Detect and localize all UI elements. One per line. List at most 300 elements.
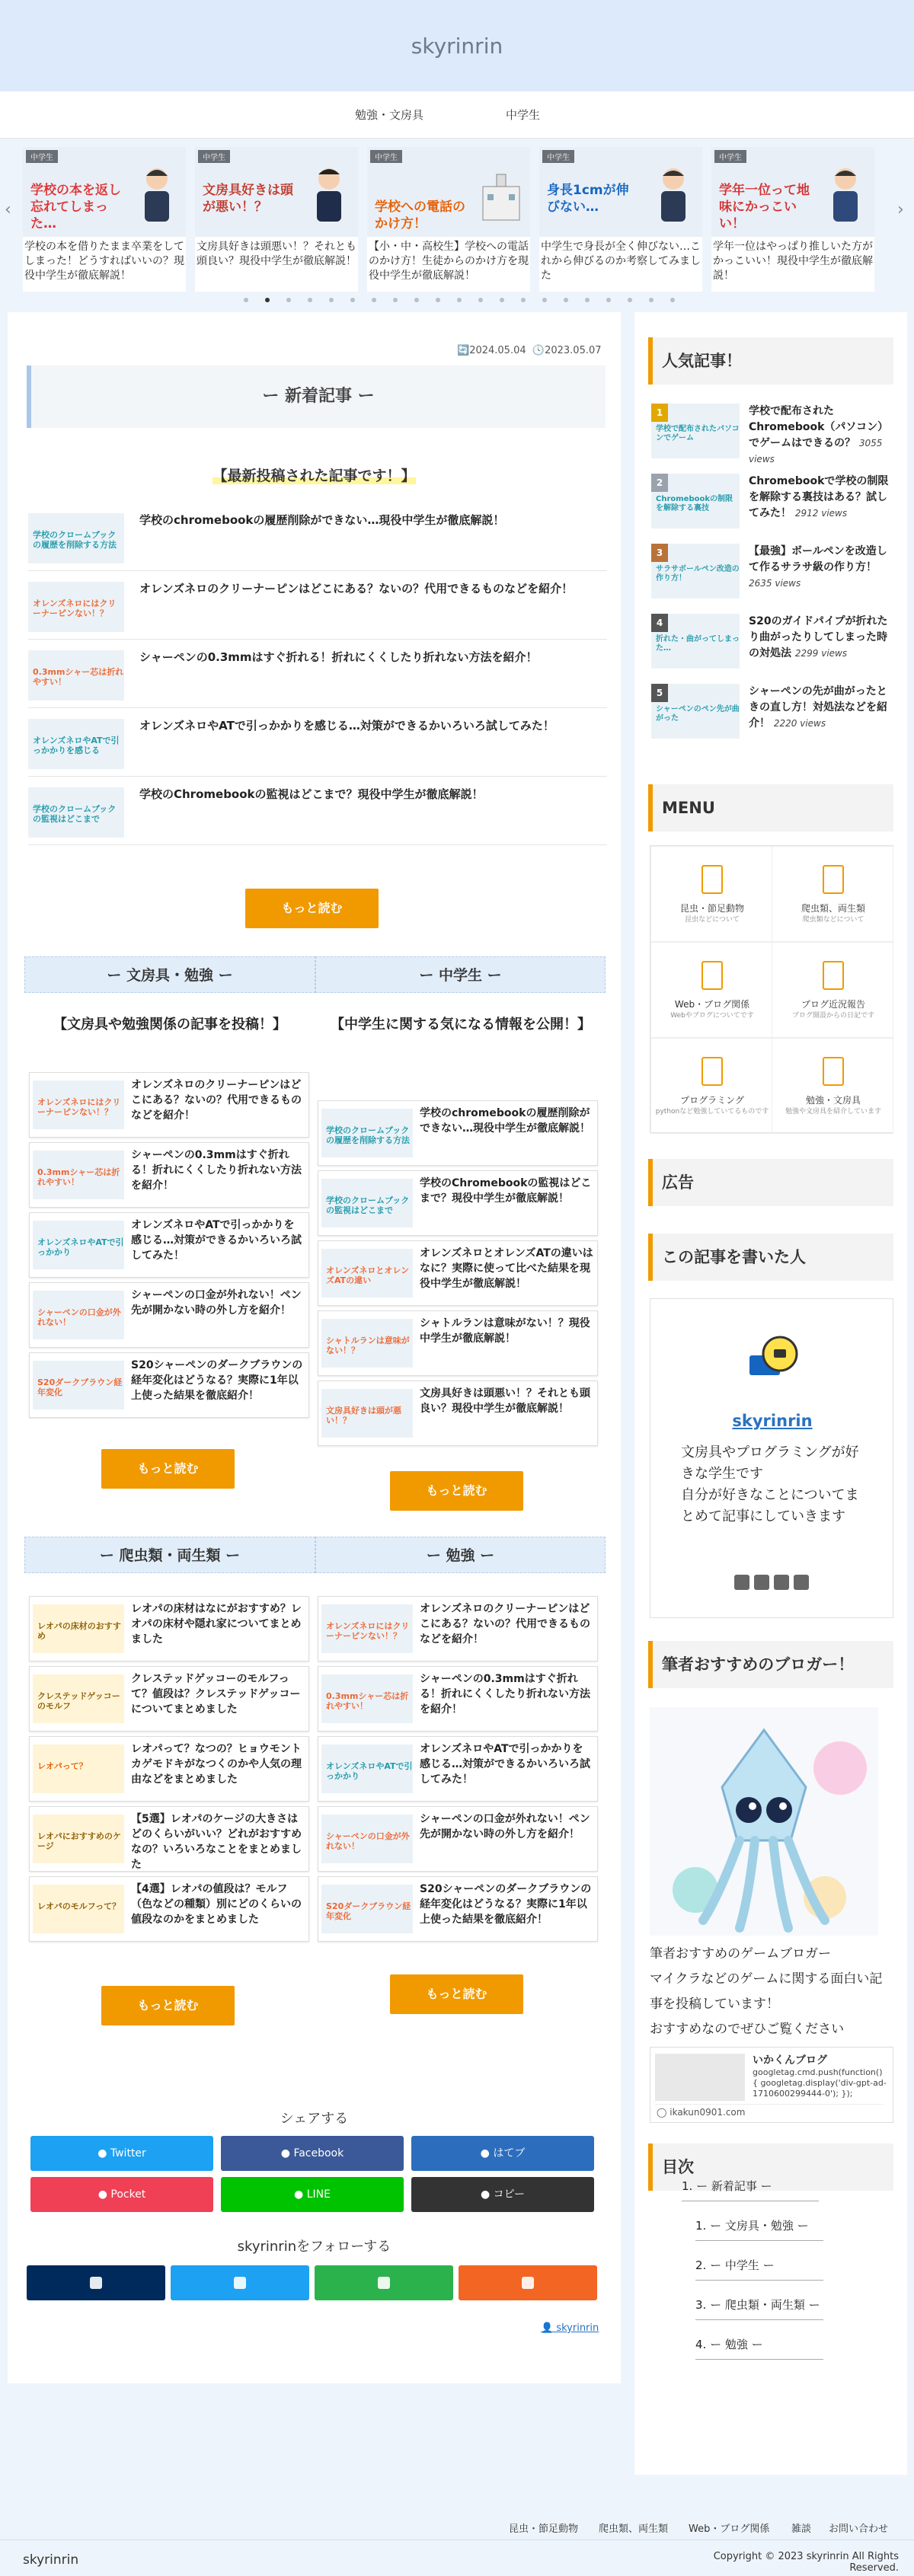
blog-card-divider (655, 2104, 884, 2105)
share-heading: シェアする (280, 2111, 349, 2127)
new-articles-intro (8, 464, 621, 485)
toc-item[interactable] (695, 2217, 809, 2233)
thumbnail-headline: 学校の本を返し忘れてしまった… (30, 183, 121, 231)
follow-heading: skyrinrinをフォローする (237, 2239, 391, 2255)
article-title: レオパの床材はなにがおすすめ？レオパの床材や隠れ家についてまとめました (131, 1603, 302, 1646)
carousel-dot[interactable] (372, 298, 376, 302)
carousel-dot[interactable] (265, 298, 270, 302)
article-title: 学校のChromebookの監視はどこまで？現役中学生が徹底解説！ (420, 1177, 592, 1205)
article-title: S20シャーペンのダークブラウンの経年変化はどうなる？実際に1年以上使った結果を徹底紹介！ (420, 1883, 592, 1926)
carousel-dot[interactable] (350, 298, 355, 302)
junior-more-button[interactable]: もっと読む (390, 1471, 523, 1511)
article-title: シャーペンの口金が外れない！ペン先が開かない時の外し方を紹介！ (131, 1289, 302, 1317)
carousel-dot[interactable] (585, 298, 590, 302)
study-heading: ー 勉強 ー (315, 1537, 606, 1573)
carousel-dot[interactable] (521, 298, 526, 302)
article-thumbnail (33, 1744, 124, 1793)
menu-item-label: 勉強・文房具 (805, 1095, 861, 1106)
thumbnail-text: 0.3mmシャー芯は折れやすい！ (37, 1167, 120, 1187)
folder-icon (823, 961, 844, 990)
thumbnail-text: 学校のクロームブックの監視はどこまで (326, 1195, 410, 1215)
menu-item[interactable] (650, 942, 772, 1038)
article-title: オレンズネロやATで引っかかりを感じる…対策ができるかいろいろ試してみた！ (131, 1219, 302, 1262)
recommend-heading: 筆者おすすめのブロガー！ (648, 1641, 893, 1688)
share-button-label: Pocket (110, 2188, 146, 2201)
blog-card-snippet: googletag.cmd.push(function() { googletag.display('div-gpt-ad-1710600299444-0'); }); (753, 2067, 887, 2099)
popular-item[interactable] (651, 614, 893, 678)
blog-card-domain (657, 2107, 745, 2118)
rss-icon (522, 2277, 534, 2289)
article-thumbnail (321, 1179, 413, 1227)
new-articles-heading: ー 新着記事 ー (27, 365, 606, 428)
popular-title (749, 544, 893, 592)
follow-home-button[interactable] (27, 2265, 165, 2300)
article-thumbnail (321, 1319, 413, 1368)
menu-item-sub: Webやブログについてです (670, 1012, 754, 1020)
article-title: オレンズネロのクリーナーピンはどこにある？ないの？代用できるものなどを紹介！ (131, 1079, 302, 1122)
thumbnail-text: 0.3mmシャー芯は折れやすい！ (326, 1691, 409, 1711)
list-item[interactable] (318, 1596, 598, 1661)
footer-link[interactable]: 爬虫類、両生類 (599, 2523, 669, 2535)
article-title: 学校のchromebookの履歴削除ができない…現役中学生が徹底解説！ (420, 1107, 590, 1135)
article-thumbnail (28, 582, 124, 632)
article-thumbnail (28, 787, 124, 838)
thumbnail-text: オレンズネロにはクリーナーピンない！？ (326, 1621, 410, 1641)
toc-underline (695, 2280, 823, 2281)
follow-feedly-button[interactable] (315, 2265, 453, 2300)
twitter-icon[interactable] (754, 1575, 769, 1590)
thumbnail-text: オレンズネロとオレンズATの違い (326, 1266, 410, 1285)
popular-title-text: S20のガイドパイプが折れたり曲がったりしてしまった時の対処法 (749, 615, 888, 659)
rank-badge: 1 (651, 404, 668, 422)
list-item[interactable] (29, 1736, 309, 1802)
folder-icon (823, 865, 844, 894)
slide-thumbnail (711, 147, 874, 237)
rank-badge: 3 (651, 544, 668, 562)
author-profile (650, 1298, 893, 1618)
thumbnail-text: S20ダークブラウン経年変化 (326, 1901, 411, 1921)
junior-heading: ー 中学生 ー (315, 956, 606, 993)
article-title: 【4選】レオパの値段は？モルフ（色などの種類）別にどのくらいの値段なのかをまとめました (131, 1883, 302, 1926)
popular-thumbnail (651, 684, 740, 739)
article-title: オレンズネロとオレンズATの違いはなに？実際に使って比べた結果を現役中学生が徹底解説！ (420, 1247, 593, 1290)
list-item[interactable] (28, 503, 607, 571)
pocket-icon: ● (97, 2188, 111, 2201)
article-title: オレンズネロのクリーナーピンはどこにある？ないの？代用できるものなどを紹介！ (420, 1603, 590, 1646)
list-item[interactable] (29, 1876, 309, 1942)
carousel-dot[interactable] (628, 298, 632, 302)
carousel-dot[interactable] (500, 298, 504, 302)
article-title: シャーペンの0.3mmはすぐ折れる！折れにくくしたり折れない方法を紹介！ (420, 1673, 590, 1716)
article-title: クレステッドゲッコーのモルフって？値段は？クレステッドゲッコーについてまとめました (131, 1673, 301, 1716)
list-item[interactable] (29, 1142, 309, 1208)
slide-title: 学校の本を借りたまま卒業をしてしまった！どうすればいいの？現役中学生が徹底解説！ (24, 241, 184, 282)
article-thumbnail (33, 1674, 124, 1723)
category-badge: 中学生 (542, 150, 574, 163)
thumbnail-text: 学校のクロームブックの監視はどこまで (33, 804, 117, 824)
article-title: オレンズネロやATで引っかかりを感じる…対策ができるかいろいろ試してみた！ (139, 719, 554, 733)
article-thumbnail (33, 1361, 124, 1409)
menu-item-sub: 勉強や文房具を紹介しています (785, 1108, 881, 1116)
carousel-dot[interactable] (606, 298, 611, 302)
thumbnail-text: 学校のクロームブックの履歴を削除する方法 (326, 1125, 410, 1145)
article-thumbnail (321, 1604, 413, 1653)
rss-icon[interactable] (794, 1575, 809, 1590)
thumbnail-text: クレステッドゲッコーのモルフ (37, 1691, 120, 1711)
footer-link[interactable]: 昆虫・節足動物 (509, 2523, 579, 2535)
toc-item-label: ー 新着記事 ー (696, 2179, 772, 2193)
folder-icon (823, 1057, 844, 1086)
updated-icon: 🔄 (457, 345, 470, 356)
reptiles-heading: ー 爬虫類・両生類 ー (24, 1537, 315, 1573)
article-thumbnail (33, 1291, 124, 1339)
featured-carousel (0, 141, 914, 312)
share-facebook-button[interactable] (221, 2136, 404, 2171)
share-コピー-button[interactable] (411, 2177, 594, 2212)
thumbnail-text: オレンズネロにはクリーナーピンない！？ (37, 1097, 121, 1117)
carousel-dot[interactable] (244, 298, 248, 302)
carousel-slide[interactable] (539, 147, 702, 292)
list-item[interactable] (318, 1806, 598, 1872)
popular-thumbnail (651, 544, 740, 599)
article-title: シャーペンの0.3mmはすぐ折れる！折れにくくしたり折れない方法を紹介！ (131, 1149, 302, 1192)
thumbnail-text: オレンズネロやATで引っかかり (37, 1237, 124, 1257)
post-dates (457, 345, 602, 356)
study-more-button[interactable]: もっと読む (390, 1974, 523, 2014)
carousel-dots (0, 298, 914, 307)
carousel-dot[interactable] (308, 298, 312, 302)
user-icon: 👤 (541, 2322, 557, 2334)
feedly-icon (378, 2277, 390, 2289)
carousel-dot[interactable] (542, 298, 547, 302)
share-twitter-button[interactable] (30, 2136, 213, 2171)
toc-item[interactable] (695, 2297, 820, 2313)
thumbnail-text: レオパの床材のおすすめ (37, 1621, 121, 1641)
author-bio: 文房具やプログラミングが好きな学生です 自分が好きなことについてまとめて記事にしていきます (681, 1444, 859, 1524)
thumbnail-text: 文房具好きは頭が悪い！？ (326, 1406, 401, 1425)
thumbnail-text: S20ダークブラウン経年変化 (37, 1377, 123, 1397)
slide-thumbnail (195, 147, 358, 237)
article-title: オレンズネロやATで引っかかりを感じる…対策ができるかいろいろ試してみた！ (420, 1743, 590, 1786)
menu-item[interactable] (772, 846, 893, 942)
thumbnail-text: シャトルランは意味がない！？ (326, 1336, 410, 1355)
list-item[interactable] (318, 1310, 598, 1376)
published-icon: 🕓 (532, 345, 545, 356)
thumbnail-headline: 学年一位って地味にかっこいい！ (719, 183, 810, 231)
blog-card-thumbnail (655, 2054, 745, 2101)
site-title[interactable]: skyrinrin (411, 34, 503, 59)
article-thumbnail (28, 650, 124, 701)
popular-heading: 人気記事！ (648, 337, 893, 385)
hatena-icon: ● (480, 2147, 494, 2159)
main-content (8, 312, 621, 2383)
slide-title: 学年一位はやっぱり推しいた方がかっこいい！現役中学生が徹底解説！ (713, 241, 873, 282)
thumbnail-headline: 文房具好きは頭が悪い！？ (203, 183, 293, 215)
twitter-icon: ● (97, 2147, 110, 2159)
popular-thumbnail (651, 404, 740, 458)
thumbnail-text: 学校のクロームブックの履歴を削除する方法 (33, 530, 117, 550)
menu-item-sub: ブログ開設からの日記です (791, 1012, 874, 1020)
thumbnail-text: Chromebookの制限を解除する裏技 (656, 495, 733, 512)
carousel-dot[interactable] (478, 298, 483, 302)
popular-item[interactable] (651, 684, 893, 748)
popular-title-text: 学校で配布されたChromebook（パソコン）でゲームはできるの？ (749, 405, 889, 449)
thumbnail-text: オレンズネロやATで引っかかり (326, 1761, 413, 1781)
article-thumbnail (321, 1389, 413, 1438)
thumbnail-text: 0.3mmシャー芯は折れやすい！ (33, 667, 124, 687)
popular-title (749, 614, 893, 662)
article-thumbnail (33, 1815, 124, 1863)
share-はてブ-button[interactable] (411, 2136, 594, 2171)
category-badge: 中学生 (26, 150, 58, 163)
toc-item-number: 2. (695, 2258, 711, 2272)
article-title: S20シャーペンのダークブラウンの経年変化はどうなる？実際に1年以上使った結果を徹底紹介！ (131, 1359, 303, 1402)
thumbnail-text: シャーペンのペン先が曲がった (656, 705, 740, 723)
list-item[interactable] (28, 777, 607, 845)
share-button-label: コピー (493, 2188, 526, 2201)
published-date: 2023.05.07 (545, 345, 602, 356)
follow-twitter-button[interactable] (171, 2265, 309, 2300)
slide-title: 【小・中・高校生】学校への電話のかけ方！生徒からのかけ方を現役中学生が徹底解説！ (369, 241, 529, 282)
menu-item-label: 昆虫・節足動物 (679, 903, 744, 914)
stationery-more-button[interactable]: もっと読む (101, 1449, 235, 1489)
copy-icon: ● (480, 2188, 494, 2201)
toc-heading: 目次 (648, 2143, 893, 2191)
slide-thumbnail (367, 147, 530, 237)
share-button-label: Facebook (293, 2147, 344, 2159)
list-item[interactable] (28, 708, 607, 777)
folder-icon (701, 1057, 723, 1086)
thumbnail-text: レオパって？ (37, 1761, 88, 1771)
category-badge: 中学生 (198, 150, 230, 163)
blog-card-domain-text: ikakun0901.com (670, 2107, 746, 2118)
article-title: オレンズネロのクリーナーピンはどこにある？ないの？代用できるものなどを紹介！ (139, 582, 574, 595)
list-item[interactable] (29, 1666, 309, 1732)
article-thumbnail (321, 1815, 413, 1863)
footer-link[interactable]: 雑談 (791, 2523, 812, 2535)
thumbnail-text: サラサボールペン改造の作り方！ (656, 565, 740, 583)
reptiles-more-button[interactable]: もっと読む (101, 1986, 235, 2025)
menu-item-label: プログラミング (680, 1095, 744, 1106)
menu-item[interactable] (650, 1038, 772, 1134)
author-name[interactable]: skyrinrin (732, 1412, 813, 1430)
toc-item-label: ー 中学生 ー (710, 2258, 775, 2272)
toc-item-number: 3. (695, 2298, 711, 2312)
slide-thumbnail (539, 147, 702, 237)
squid-illustration (650, 1707, 878, 1936)
toc-item[interactable] (695, 2257, 775, 2273)
site-footer (0, 2498, 914, 2576)
toc-item-label: ー 勉強 ー (710, 2338, 763, 2351)
blog-card-title: いかくんブログ (753, 2054, 827, 2067)
list-item[interactable] (318, 1666, 598, 1732)
carousel-dot[interactable] (457, 298, 462, 302)
popular-title (749, 474, 893, 522)
article-title: 学校のChromebookの監視はどこまで？現役中学生が徹底解説！ (139, 787, 484, 801)
thumbnail-text: シャーペンの口金が外れない！ (37, 1307, 121, 1327)
toc-item-label: ー 文房具・勉強 ー (710, 2219, 809, 2233)
author-heading: この記事を書いた人 (648, 1234, 893, 1281)
author-link-text: skyrinrin (556, 2322, 599, 2334)
share-pocket-button[interactable] (30, 2177, 213, 2212)
share-button-label: LINE (306, 2188, 331, 2201)
toc-underline (695, 2240, 823, 2241)
menu-item[interactable] (772, 942, 893, 1038)
carousel-dot[interactable] (564, 298, 568, 302)
article-thumbnail (321, 1249, 413, 1298)
stationery-heading: ー 文房具・勉強 ー (24, 956, 315, 993)
carousel-prev-icon[interactable]: ‹ (5, 200, 11, 219)
carousel-next-icon[interactable]: › (897, 200, 904, 219)
carousel-dot[interactable] (414, 298, 419, 302)
slide-title: 文房具好きは頭悪い！？それとも頭良い？現役中学生が徹底解説！ (197, 241, 356, 267)
toc-item[interactable] (695, 2336, 763, 2352)
article-thumbnail (33, 1604, 124, 1653)
article-thumbnail (33, 1885, 124, 1933)
site-header (0, 0, 914, 91)
view-count: 2299 views (794, 648, 848, 659)
popular-item[interactable] (651, 544, 893, 608)
footer-divider (0, 2539, 914, 2540)
list-item[interactable] (28, 640, 607, 708)
school-building-icon (480, 164, 523, 225)
list-item[interactable] (29, 1072, 309, 1138)
student-illustration-icon (652, 164, 695, 225)
share-button-label: Twitter (110, 2147, 146, 2159)
list-item[interactable] (318, 1876, 598, 1942)
rank-badge: 2 (651, 474, 668, 492)
carousel-slide[interactable] (23, 147, 186, 292)
popular-title-text: 【最強】ボールペンを改造して作るサラサ級の作り方！ (749, 545, 887, 573)
article-title: シャーペンの口金が外れない！ペン先が開かない時の外し方を紹介！ (420, 1813, 590, 1840)
nav-item-stationery[interactable]: 勉強・文房具 (355, 108, 424, 122)
popular-title-text: シャーペンの先が曲がったときの直し方！対処法などを紹介！ (749, 685, 887, 729)
author-link[interactable] (541, 2322, 599, 2334)
thumbnail-text: レオパのモルフって？ (37, 1901, 121, 1911)
ad-heading: 広告 (648, 1159, 893, 1206)
article-thumbnail (321, 1885, 413, 1933)
author-avatar[interactable] (742, 1329, 803, 1390)
popular-item[interactable] (651, 474, 893, 538)
feedly-icon[interactable] (774, 1575, 789, 1590)
menu-item[interactable] (772, 1038, 893, 1134)
popular-thumbnail (651, 474, 740, 528)
rank-badge: 4 (651, 614, 668, 632)
article-thumbnail (321, 1744, 413, 1793)
article-title: 文房具好きは頭悪い！？それとも頭良い？現役中学生が徹底解説！ (420, 1387, 590, 1415)
slide-thumbnail (23, 147, 186, 237)
updated-date: 2024.05.04 (469, 345, 526, 356)
footer-site-title[interactable]: skyrinrin (23, 2552, 79, 2568)
article-thumbnail (321, 1109, 413, 1157)
facebook-icon: ● (280, 2147, 294, 2159)
list-item[interactable] (29, 1806, 309, 1872)
copyright: Copyright © 2023 skyrinrin All Rights Reserved. (713, 2551, 899, 2574)
carousel-dot[interactable] (649, 298, 654, 302)
menu-item[interactable] (650, 846, 772, 942)
thumbnail-text: シャーペンの口金が外れない！ (326, 1831, 410, 1851)
toc-item[interactable] (682, 2178, 772, 2194)
rank-badge: 5 (651, 684, 668, 702)
carousel-slide[interactable] (711, 147, 874, 292)
list-item[interactable] (318, 1100, 598, 1166)
popular-title-text: Chromebookで学校の制限を解除する裏技はある？試してみた！ (749, 475, 889, 519)
list-item[interactable] (28, 571, 607, 640)
home-icon[interactable] (734, 1575, 749, 1590)
article-thumbnail (33, 1151, 124, 1199)
popular-title (749, 404, 893, 468)
carousel-dot[interactable] (670, 298, 675, 302)
menu-item-label: ブログ近況報告 (801, 999, 865, 1010)
popular-thumbnail (651, 614, 740, 669)
carousel-dot[interactable] (436, 298, 440, 302)
junior-intro: 【中学生に関する気になる情報を公開！】 (331, 1017, 591, 1033)
article-title: シャトルランは意味がない！？現役中学生が徹底解説！ (420, 1317, 590, 1345)
article-thumbnail (321, 1674, 413, 1723)
folder-icon (701, 865, 723, 894)
list-item[interactable] (29, 1212, 309, 1278)
menu-item-label: Web・ブログ関係 (674, 999, 750, 1010)
thumbnail-text: オレンズネロやATで引っかかりを感じる (33, 736, 120, 755)
student-illustration-icon (136, 164, 178, 225)
carousel-dot[interactable] (393, 298, 398, 302)
list-item[interactable] (29, 1596, 309, 1661)
carousel-slide[interactable] (195, 147, 358, 292)
carousel-slide[interactable] (367, 147, 530, 292)
menu-item-label: 爬虫類、両生類 (801, 903, 865, 914)
view-count: 3055 views (749, 438, 883, 464)
slide-title: 中学生で身長が全く伸びない…これから伸びるのか考察してみました (541, 241, 701, 282)
popular-item[interactable] (651, 404, 893, 468)
carousel-dot[interactable] (286, 298, 291, 302)
list-item[interactable] (318, 1736, 598, 1802)
list-item[interactable] (29, 1282, 309, 1348)
view-count: 2635 views (749, 578, 801, 589)
toc-item-label: ー 爬虫類・両生類 ー (710, 2298, 820, 2312)
nav-item-junior[interactable]: 中学生 (506, 108, 541, 122)
view-count: 2912 views (794, 508, 848, 519)
recommend-text: 筆者おすすめのゲームブロガー マイクラなどのゲームに関する面白い記事を投稿しています！ おすすめなのでぜひご覧ください (650, 1946, 883, 2037)
thumbnail-text: オレンズネロにはクリーナーピンない！？ (33, 599, 117, 618)
sidebar (634, 312, 907, 2475)
category-badge: 中学生 (714, 150, 746, 163)
footer-link[interactable]: お問い合わせ (829, 2523, 889, 2535)
thumbnail-text: 折れた・曲がってしまった… (656, 635, 740, 653)
popular-title (749, 684, 893, 732)
student-illustration-icon (308, 164, 350, 225)
new-articles-intro-text: 【最新投稿された記事です！】 (213, 468, 416, 484)
toc-underline (695, 2359, 823, 2360)
list-item[interactable] (318, 1240, 598, 1306)
home-icon (90, 2277, 102, 2289)
footer-link[interactable]: Web・ブログ関係 (689, 2523, 770, 2535)
student-illustration-icon (824, 164, 867, 225)
article-title: 【5選】レオパのケージの大きさはどのくらいがいい？どれがおすすめなの？いろいろなことをまとめました (131, 1813, 302, 1871)
list-item[interactable] (318, 1381, 598, 1446)
new-articles-more-button[interactable]: もっと読む (245, 889, 379, 928)
article-thumbnail (28, 513, 124, 563)
menu-item-sub: 昆虫などについて (685, 916, 740, 924)
carousel-dot[interactable] (329, 298, 334, 302)
list-item[interactable] (29, 1352, 309, 1418)
thumbnail-headline: 身長1cmが伸びない… (547, 183, 629, 215)
follow-rss-button[interactable] (459, 2265, 597, 2300)
blog-card[interactable] (650, 2047, 893, 2123)
share-line-button[interactable] (221, 2177, 404, 2212)
article-thumbnail (33, 1221, 124, 1269)
thumbnail-headline: 学校への電話のかけ方！ (375, 200, 465, 231)
list-item[interactable] (318, 1170, 598, 1236)
